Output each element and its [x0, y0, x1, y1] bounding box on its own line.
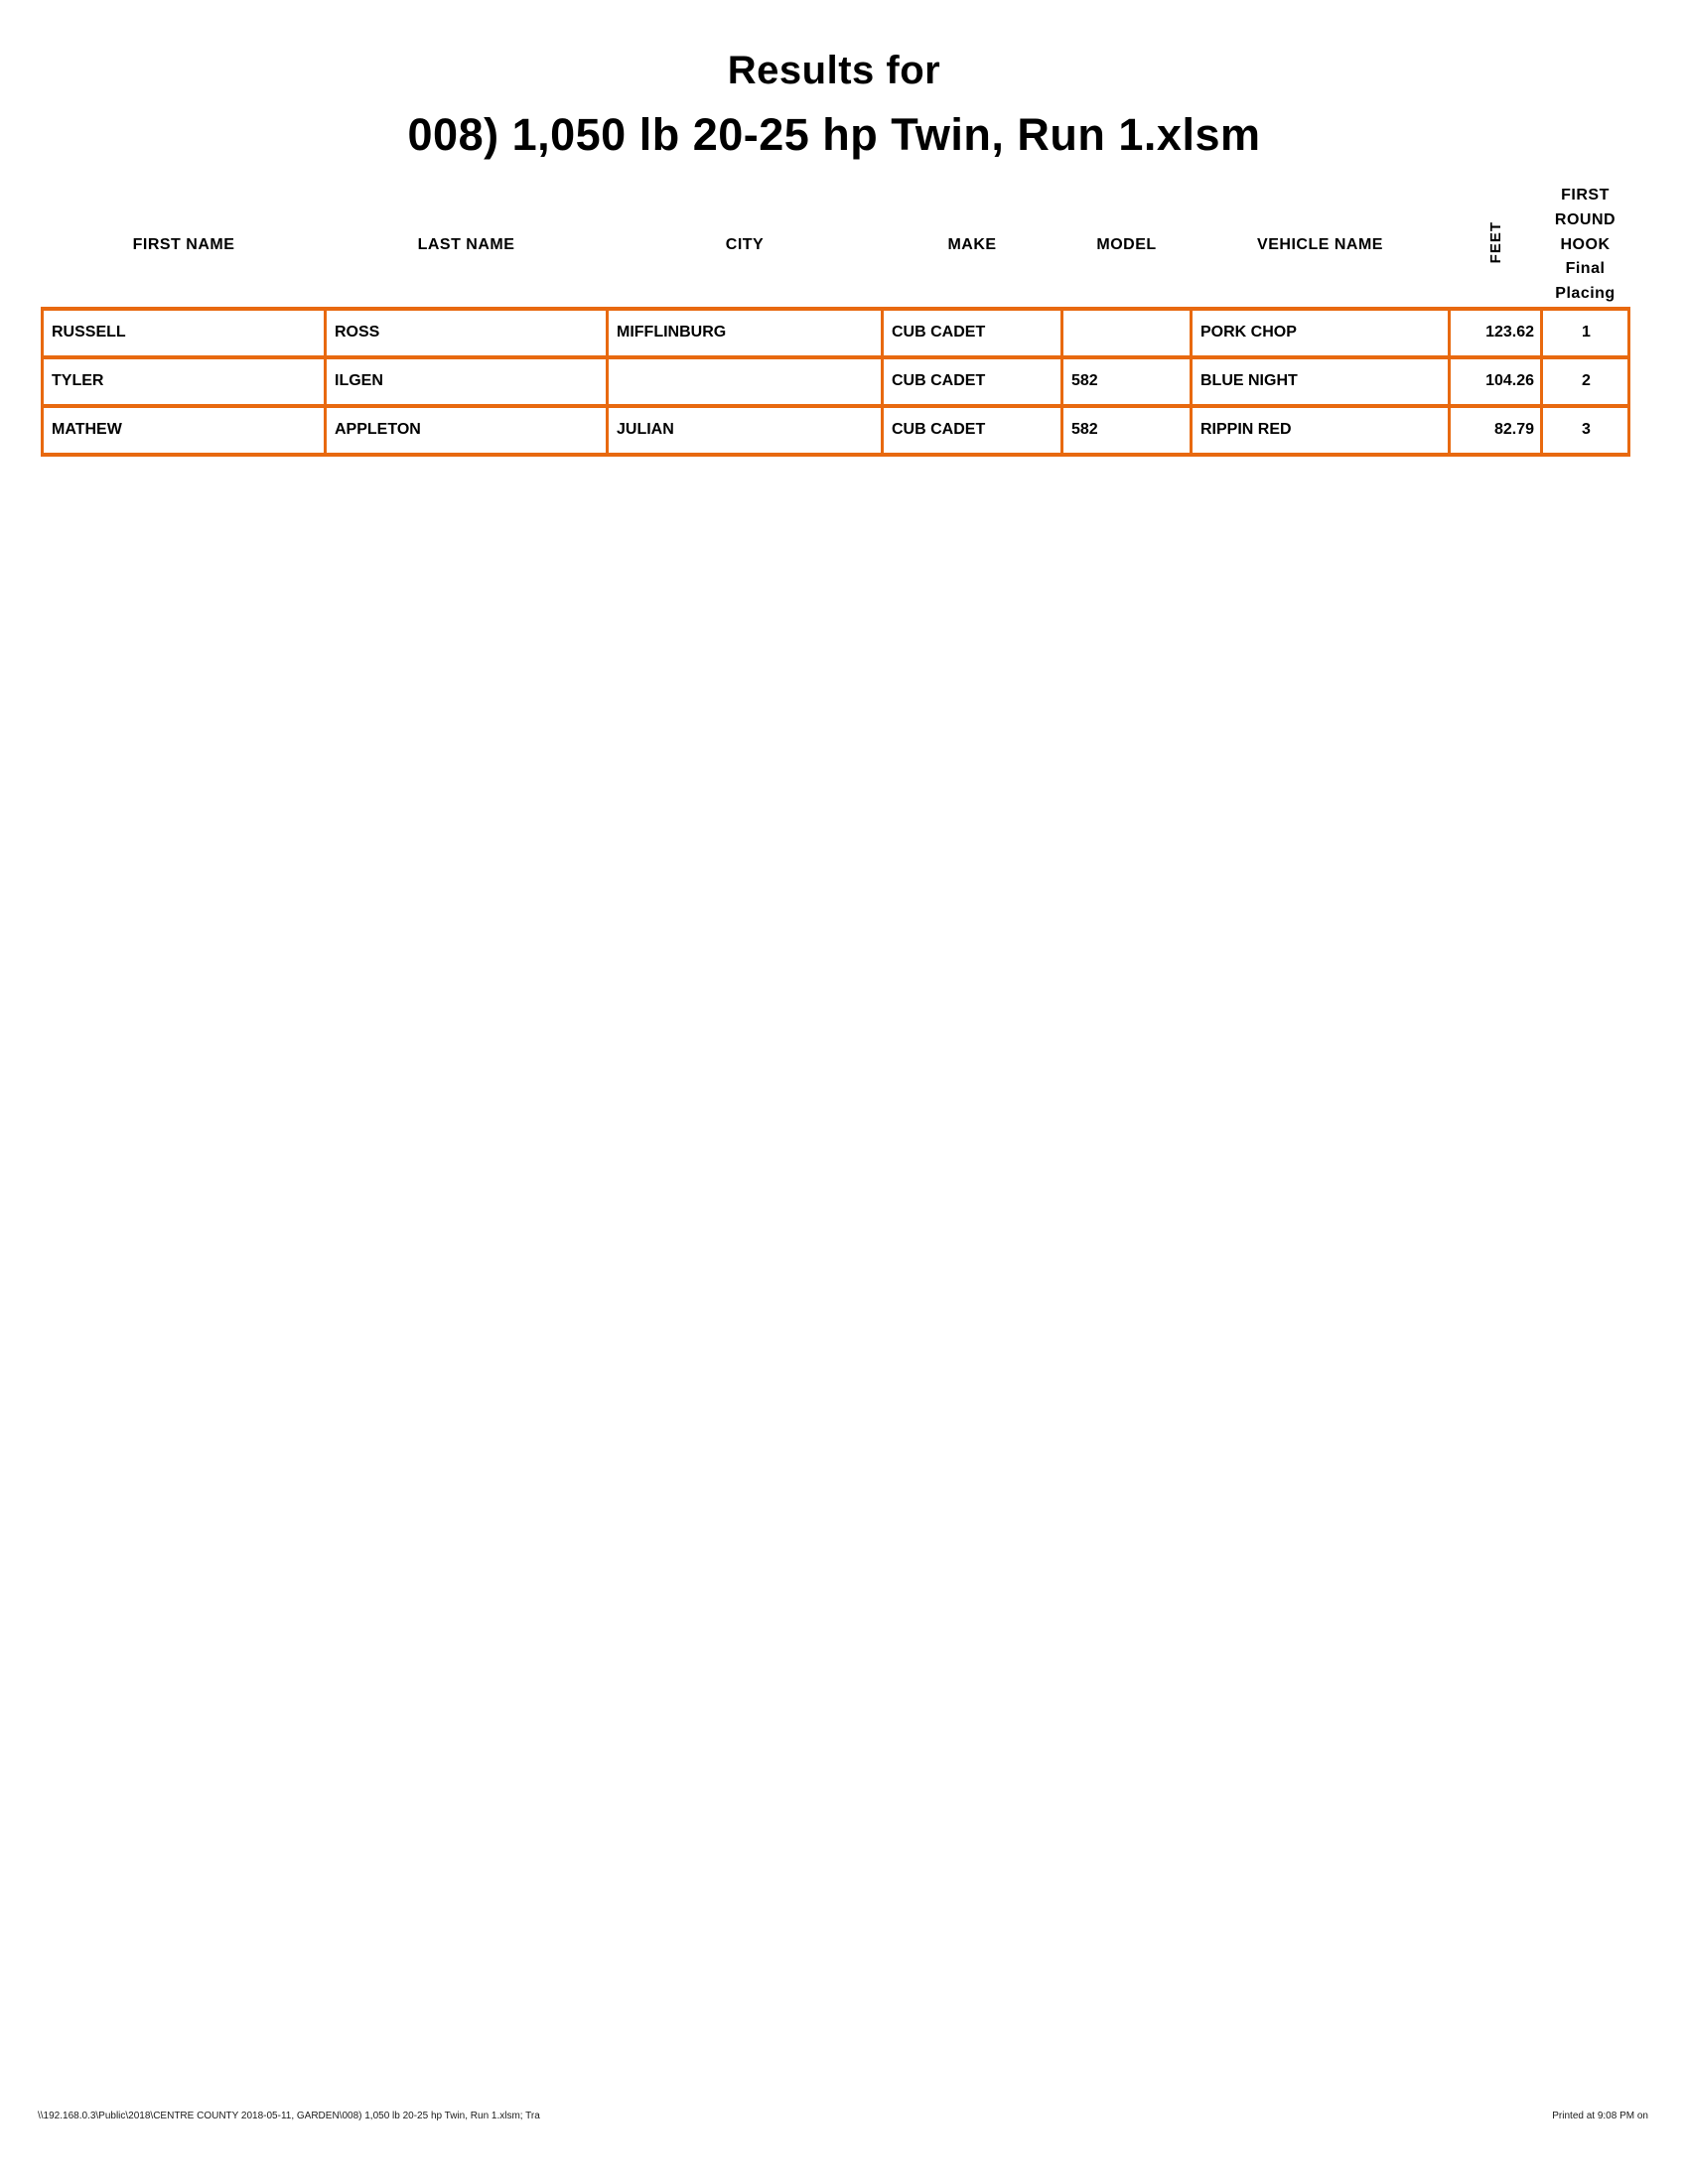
cell-make: CUB CADET: [883, 406, 1062, 455]
cell-last-name: APPLETON: [326, 406, 608, 455]
footer-file-path: \\192.168.0.3\Public\2018\CENTRE COUNTY 2018-05-11, GARDEN\008) 1,050 lb 20-25 hp Twin, Run 1.xlsm; Tra: [38, 2111, 540, 2121]
hook-header-line1: FIRST ROUND: [1554, 187, 1617, 228]
col-header-last-name: LAST NAME: [417, 235, 515, 253]
cell-city: MIFFLINBURG: [608, 309, 883, 357]
cell-first-name: MATHEW: [43, 406, 326, 455]
col-header-feet: [1450, 184, 1542, 309]
hook-header-line3: Final Placing: [1555, 260, 1616, 303]
col-header-final-placing: [1542, 184, 1629, 309]
cell-placing: 1: [1542, 309, 1629, 357]
page-title: Results for: [727, 49, 941, 92]
cell-first-name: TYLER: [43, 357, 326, 406]
cell-make: CUB CADET: [883, 357, 1062, 406]
table-row: [43, 406, 1629, 455]
cell-model: 582: [1062, 357, 1192, 406]
cell-feet: 82.79: [1450, 406, 1542, 455]
col-header-model: MODEL: [1096, 235, 1157, 253]
col-header-vehicle-name: VEHICLE NAME: [1257, 235, 1383, 253]
table-row: [43, 357, 1629, 406]
col-header-city: CITY: [725, 235, 765, 253]
cell-placing: 2: [1542, 357, 1629, 406]
cell-last-name: ROSS: [326, 309, 608, 357]
title-block: [0, 48, 1668, 161]
footer-printed-at: Printed at 9:08 PM on: [1552, 2111, 1648, 2121]
results-table: [41, 184, 1630, 457]
cell-city: JULIAN: [608, 406, 883, 455]
hook-header-line2: HOOK: [1560, 235, 1611, 253]
cell-last-name: ILGEN: [326, 357, 608, 406]
cell-first-name: RUSSELL: [43, 309, 326, 357]
table-row: [43, 309, 1629, 357]
cell-feet: 123.62: [1450, 309, 1542, 357]
cell-model: [1062, 309, 1192, 357]
cell-vehicle-name: RIPPIN RED: [1192, 406, 1450, 455]
cell-model: 582: [1062, 406, 1192, 455]
cell-feet: 104.26: [1450, 357, 1542, 406]
col-header-first-name: FIRST NAME: [132, 235, 235, 253]
col-header-make: MAKE: [947, 235, 997, 253]
feet-rotated-label: FEET: [1486, 221, 1504, 264]
cell-vehicle-name: PORK CHOP: [1192, 309, 1450, 357]
header-row: [43, 184, 1629, 309]
cell-make: CUB CADET: [883, 309, 1062, 357]
cell-city: [608, 357, 883, 406]
cell-vehicle-name: BLUE NIGHT: [1192, 357, 1450, 406]
cell-placing: 3: [1542, 406, 1629, 455]
page-subtitle: 008) 1,050 lb 20-25 hp Twin, Run 1.xlsm: [407, 109, 1261, 160]
